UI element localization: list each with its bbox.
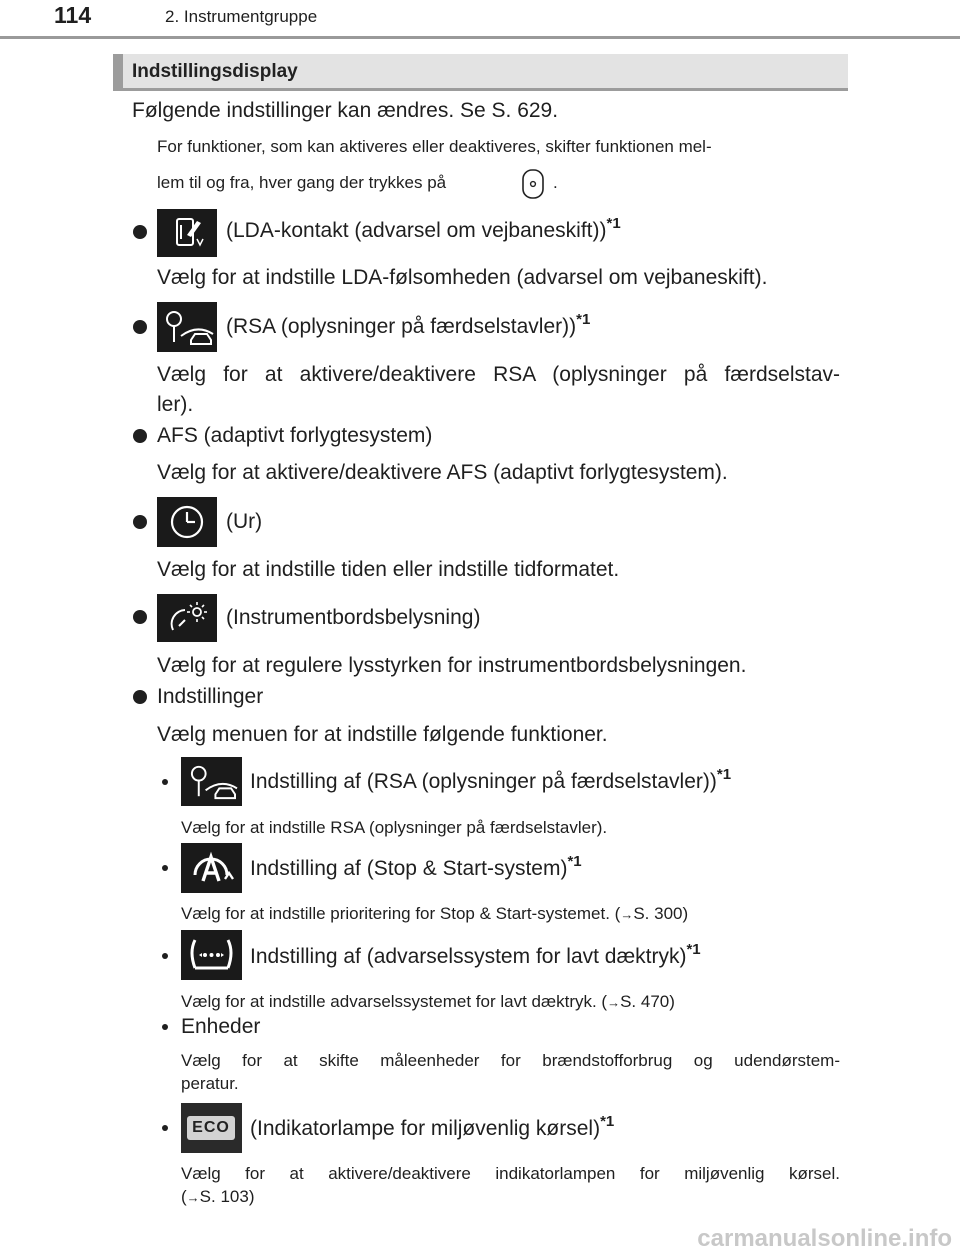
stop-start-icon — [181, 843, 242, 893]
rsa-icon — [181, 757, 242, 806]
item-light-desc: Vælg for at regulere lysstyrken for instrumentbordsbelysningen. — [157, 654, 747, 677]
clock-icon — [157, 497, 217, 547]
bullet — [133, 515, 147, 529]
steering-switch-icon — [518, 168, 548, 200]
note-line-1: For funktioner, som kan aktiveres eller deaktiveres, skifter funktionen mel- — [157, 137, 712, 156]
item-light-title: (Instrumentbordsbelysning) — [226, 606, 481, 629]
intro-text: Følgende indstillinger kan ændres. Se S. 629. — [132, 99, 559, 122]
item-clock-title: (Ur) — [226, 510, 263, 533]
item-lda-desc: Vælg for at indstille LDA-følsomheden (advarsel om vejbaneskift). — [157, 266, 768, 289]
sub-bullet — [162, 779, 168, 785]
sub-eco-desc: Vælg for at aktivere/deaktivere indikatorlampen for miljøvenlig kørsel. — [181, 1164, 840, 1183]
sub-bullet — [162, 865, 168, 871]
sub-tire-desc: Vælg for at indstille advarselssystemet for lavt dæktryk. (→S. 470) — [181, 992, 675, 1011]
sub-units-title: Enheder — [181, 1015, 261, 1038]
item-clock-desc: Vælg for at indstille tiden eller indstille tidformatet. — [157, 558, 620, 581]
eco-icon-label: ECO — [187, 1116, 235, 1140]
tire-pressure-icon — [181, 930, 242, 980]
sub-bullet — [162, 1125, 168, 1131]
item-rsa-desc: Vælg for at aktivere/deaktivere RSA (oplysninger på færdselstav- — [157, 363, 840, 386]
bullet — [133, 225, 147, 239]
item-settings-desc: Vælg menuen for at indstille følgende funktioner. — [157, 723, 608, 746]
ref-arrow: → — [620, 907, 634, 922]
item-lda-title: (LDA-kontakt (advarsel om vejbaneskift))$^{*1}$ — [226, 215, 621, 242]
chapter-title: 2. Instrumentgruppe — [165, 7, 318, 26]
sub-tire-title: Indstilling af (advarselssystem for lavt dæktryk)$^{*1}$ — [250, 941, 701, 968]
ref-arrow: → — [186, 1190, 200, 1205]
item-settings-title: Indstillinger — [157, 685, 264, 708]
rsa-icon — [157, 302, 217, 352]
note-line-2: lem til og fra, hver gang der trykkes på — [157, 173, 447, 192]
item-rsa-desc-2: ler). — [157, 393, 194, 416]
bullet — [133, 320, 147, 334]
section-heading-bar — [113, 54, 123, 88]
bullet — [133, 690, 147, 704]
sub-bullet — [162, 953, 168, 959]
header-rule — [0, 36, 960, 39]
instrument-light-icon — [157, 594, 217, 642]
item-afs-title: AFS (adaptivt forlygtesystem) — [157, 424, 433, 447]
sub-units-desc: Vælg for at skifte måleenheder for brændstofforbrug og udendørstem- — [181, 1051, 840, 1070]
sub-eco-desc-2: (→S. 103) — [181, 1187, 255, 1206]
item-rsa-title: (RSA (oplysninger på færdselstavler))$^{*1}$ — [226, 311, 591, 338]
watermark: carmanualsonline.info — [697, 1225, 952, 1252]
item-afs-desc: Vælg for at aktivere/deaktivere AFS (adaptivt forlygtesystem). — [157, 461, 728, 484]
sub-stopstart-title: Indstilling af (Stop & Start-system)$^{*1}$ — [250, 853, 582, 880]
page-number: 114 — [54, 2, 92, 28]
ref-arrow: → — [607, 995, 621, 1010]
sub-eco-title: (Indikatorlampe for miljøvenlig kørsel)$^{*1}$ — [250, 1113, 615, 1140]
section-title: Indstillingsdisplay — [132, 61, 298, 82]
sub-rsa-title: Indstilling af (RSA (oplysninger på færdselstavler))$^{*1}$ — [250, 766, 732, 793]
sub-stopstart-desc: Vælg for at indstille prioritering for Stop & Start-systemet. (→S. 300) — [181, 904, 689, 923]
lda-icon — [157, 209, 217, 257]
sub-bullet — [162, 1024, 168, 1030]
eco-icon — [181, 1103, 242, 1153]
sub-rsa-desc: Vælg for at indstille RSA (oplysninger på færdselstavler). — [181, 818, 608, 837]
bullet — [133, 610, 147, 624]
note-end: . — [553, 173, 558, 192]
bullet — [133, 429, 147, 443]
section-heading — [113, 54, 848, 91]
sub-units-desc-2: peratur. — [181, 1074, 239, 1093]
